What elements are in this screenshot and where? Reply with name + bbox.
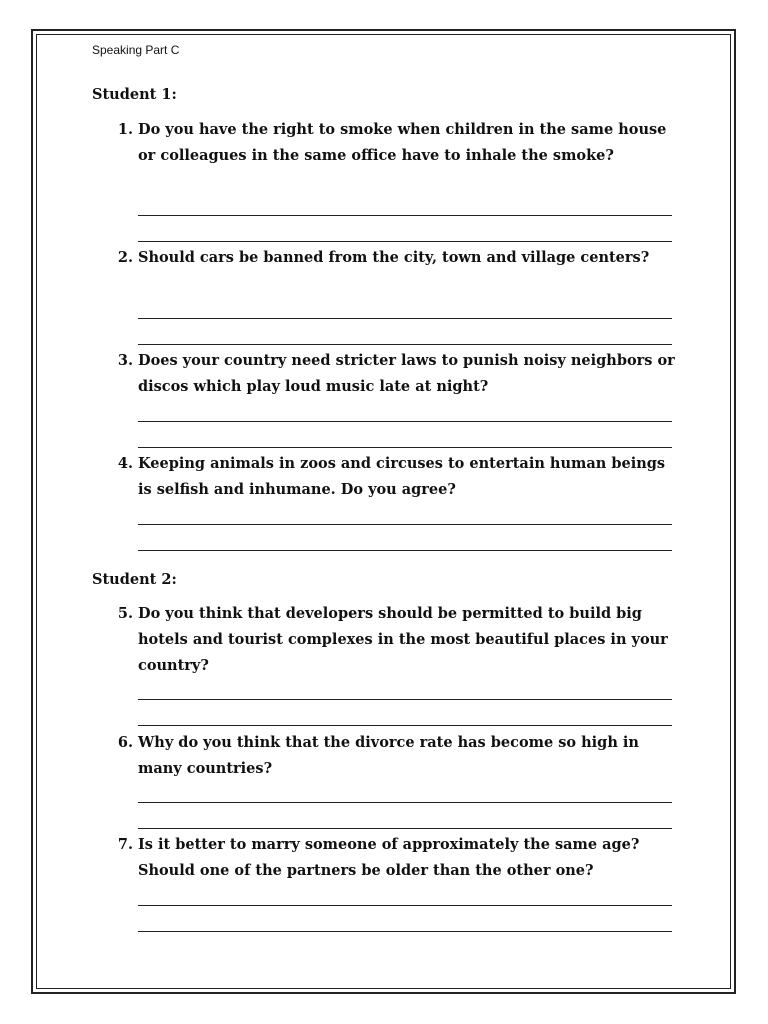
question-5 — [113, 601, 683, 679]
question-text: Why do you think that the divorce rate has become so high in many countries? — [138, 734, 639, 777]
question-6 — [113, 730, 683, 782]
question-text: Do you think that developers should be permitted to build big hotels and tourist complexes in the most beautiful places in your country? — [138, 605, 668, 674]
answer-line[interactable] — [138, 318, 672, 319]
answer-line[interactable] — [138, 550, 672, 551]
answer-line[interactable] — [138, 802, 672, 803]
question-3 — [113, 348, 683, 400]
question-number: 4. — [117, 455, 133, 472]
answer-line[interactable] — [138, 699, 672, 700]
question-number: 5. — [117, 605, 133, 622]
answer-line[interactable] — [138, 447, 672, 448]
question-number: 3. — [117, 352, 133, 369]
student-2-heading: Student 2: — [92, 571, 177, 588]
answer-line[interactable] — [138, 828, 672, 829]
question-number: 7. — [117, 836, 133, 853]
answer-line[interactable] — [138, 215, 672, 216]
question-text: Does your country need stricter laws to punish noisy neighbors or discos which play loud music late at night? — [138, 352, 675, 395]
question-4 — [113, 451, 683, 503]
answer-line[interactable] — [138, 725, 672, 726]
answer-line[interactable] — [138, 241, 672, 242]
question-1 — [113, 117, 683, 169]
question-text: Do you have the right to smoke when children in the same house or colleagues in the same office have to inhale the smoke? — [138, 121, 667, 164]
question-number: 6. — [117, 734, 133, 751]
question-2 — [113, 245, 683, 271]
answer-line[interactable] — [138, 931, 672, 932]
question-text: Keeping animals in zoos and circuses to entertain human beings is selfish and inhumane. Do you agree? — [138, 455, 666, 498]
question-text: Should cars be banned from the city, town and village centers? — [138, 249, 650, 266]
question-number: 1. — [117, 121, 133, 138]
question-number: 2. — [117, 249, 133, 266]
answer-line[interactable] — [138, 905, 672, 906]
question-7 — [113, 832, 683, 884]
answer-line[interactable] — [138, 524, 672, 525]
answer-line[interactable] — [138, 344, 672, 345]
question-text: Is it better to marry someone of approximately the same age? Should one of the partners be older than the other one? — [138, 836, 640, 879]
student-1-heading: Student 1: — [92, 86, 177, 103]
header-title: Speaking Part C — [92, 43, 180, 57]
answer-line[interactable] — [138, 421, 672, 422]
